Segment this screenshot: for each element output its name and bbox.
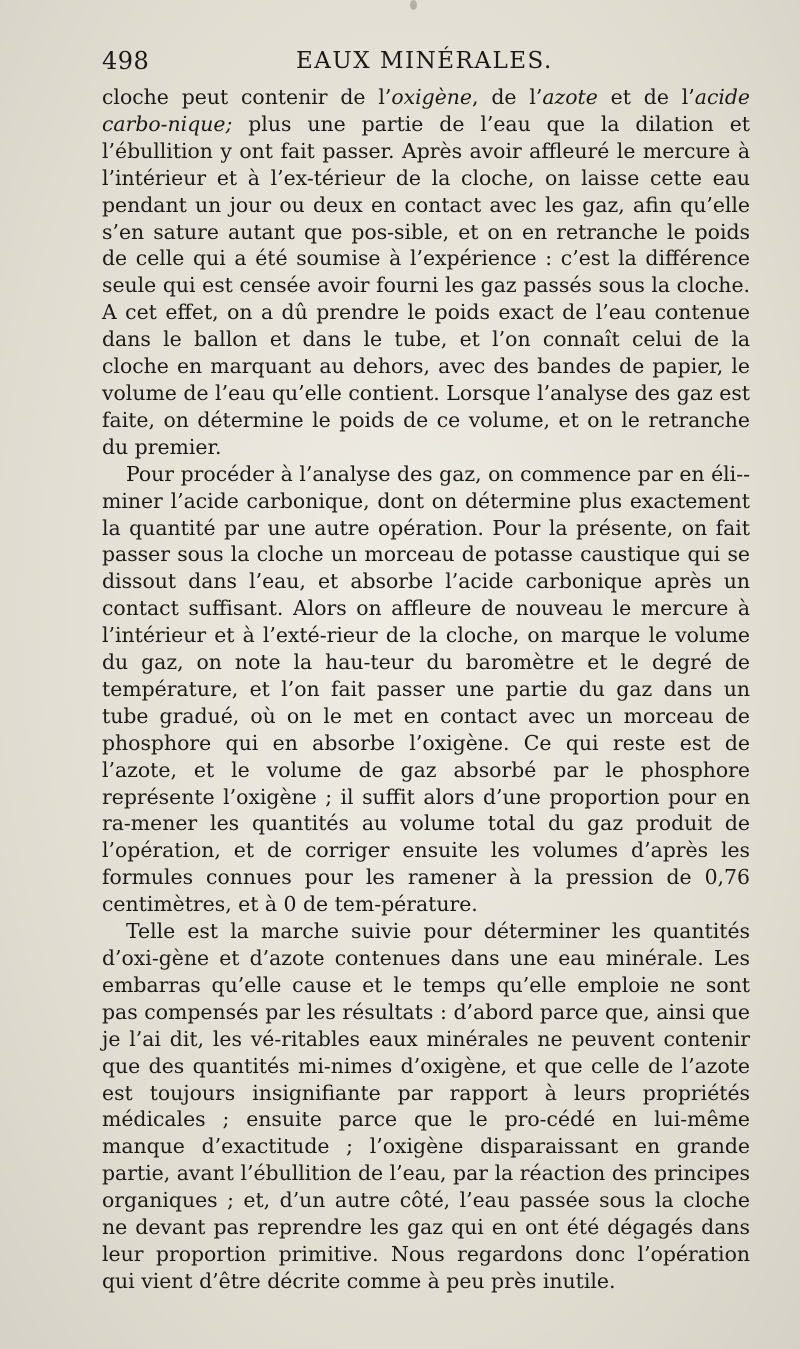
text-segment: et de l’ [597,85,695,109]
italic-term: acide carbo-nique; [102,85,750,136]
text-segment: plus une partie de l’eau que la dilation et l’ébullition y ont fait passer. Après avoir affleuré le mercure à l’intérieur et à l’ex-térieur de la cloche, on laisse cette eau pendant un jour ou deux en contact avec les gaz, afin qu’elle s’en sature autant que pos-sible, et on en retranche le poids de celle qui a été soumise à l’expérience : c’est la différence seule qui est censée avoir fourni les gaz passés sous la cloche. A cet effet, on a dû prendre le poids exact de l’eau contenue dans le ballon et dans le tube, et l’on connaît celui de la cloche en marquant au dehors, avec des bandes de papier, le volume de l’eau qu’elle contient. Lorsque l’analyse des gaz est faite, on détermine le poids de ce volume, et on le retranche du premier. [102,111,750,459]
paragraph [102,84,750,461]
paragraph [102,461,750,918]
italic-term: azote [542,85,598,109]
page-number: 498 [102,47,150,75]
paragraph [102,918,750,1295]
running-title: EAUX MINÉRALES. [296,48,553,74]
text-segment: , de l’ [472,85,543,109]
italic-term: oxigène [391,85,472,109]
paper-speck [410,0,417,10]
text-segment: Telle est la marche suivie pour déterminer les quantités d’oxi-gène et d’azote contenues dans une eau minérale. Les embarras qu’elle cause et le temps qu’elle emploie ne sont pas compensés par les résultats : d’abord parce que, ainsi que je l’ai dit, les vé-ritables eaux minérales ne peuvent contenir que des quantités mi-nimes d’oxigène, et que celle de l’azote est toujours insignifiante par rapport à leurs propriétés médicales ; ensuite parce que le pro-cédé en lui-même manque d’exactitude ; l’oxigène disparaissant en grande partie, avant l’ébullition de l’eau, par la réaction des principes organiques ; et, d’un autre côté, l’eau passée sous la cloche ne devant pas reprendre les gaz qui en ont été dégagés dans leur proportion primitive. Nous regardons donc l’opération qui vient d’être décrite comme à peu près inutile. [102,919,750,1293]
text-segment: cloche peut contenir de l’ [102,85,392,109]
page-header [102,44,752,84]
text-segment: Pour procéder à l’analyse des gaz, on commence par en éli-miner l’acide carbonique, dont on détermine plus exactement la quantité par une autre opération. Pour la présente, on fait passer sous la cloche un morceau de potasse caustique qui se dissout dans l’eau, et absorbe l’acide carbonique après un contact suffisant. Alors on affleure de nouveau le mercure à l’intérieur et à l’exté-rieur de la cloche, on marque le volume du gaz, on note la hau-teur du baromètre et le degré de température, et l’on fait passer une partie du gaz dans un tube gradué, où on le met en contact avec un morceau de phosphore qui en absorbe l’oxigène. Ce qui reste est de l’azote, et le volume de gaz absorbé par le phosphore représente l’oxigène ; il suffit alors d’une proportion pour en ra-mener les quantités au volume total du gaz produit de l’opération, et de corriger ensuite les volumes d’après les formules connues pour les ramener à la pression de 0,76 centimètres, et à 0 de tem-pérature. [102,461,750,917]
body-text [102,84,750,1295]
